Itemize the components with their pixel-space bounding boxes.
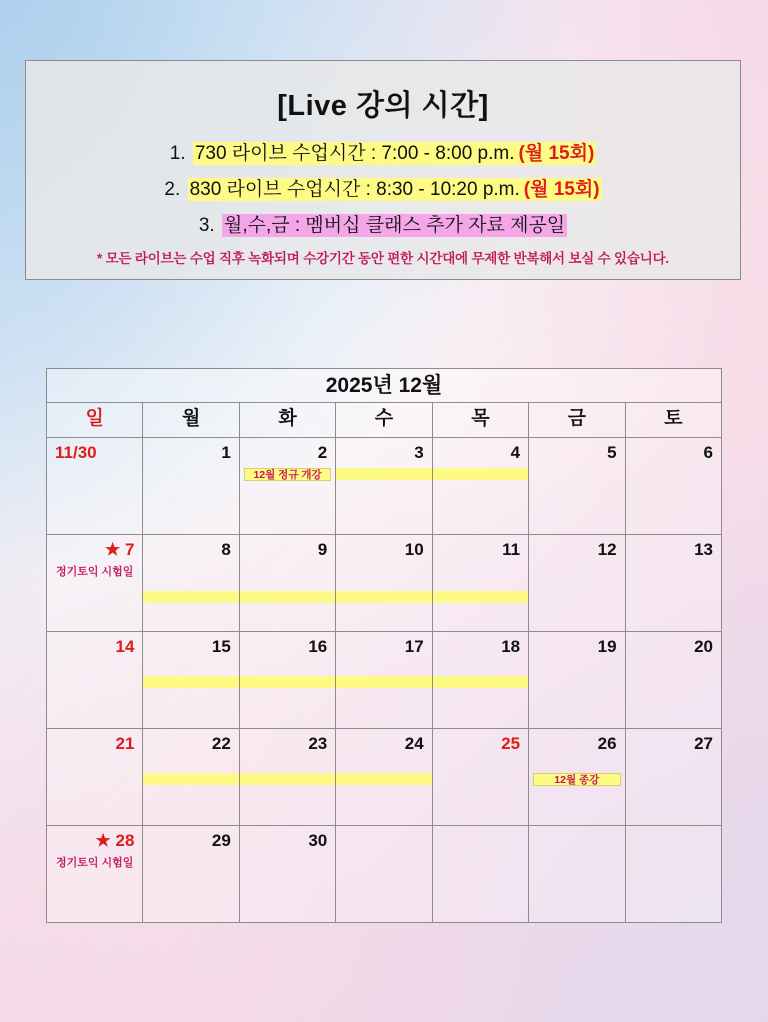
live-schedule-notice <box>25 60 741 280</box>
day-cell[interactable] <box>239 438 335 535</box>
day-number: 4 <box>510 443 521 462</box>
notice-list <box>44 138 722 237</box>
day-cell[interactable] <box>625 729 721 826</box>
event-sublabel: 정기토익 시험일 <box>55 566 134 578</box>
day-number: 21 <box>115 734 135 753</box>
event-tag: 12월 정규 개강 <box>244 468 331 481</box>
day-number: 8 <box>221 540 231 559</box>
day-number: 9 <box>317 540 328 559</box>
day-number: 17 <box>404 637 424 656</box>
day-cell[interactable] <box>143 826 239 923</box>
december-calendar <box>46 368 722 923</box>
day-cell[interactable] <box>432 632 528 729</box>
notice-item-1 <box>44 138 722 165</box>
day-cell[interactable] <box>432 729 528 826</box>
dow-mon: 월 <box>143 403 239 438</box>
class-bar <box>336 676 431 688</box>
day-cell[interactable] <box>336 729 432 826</box>
calendar-week-row <box>47 438 722 535</box>
day-cell[interactable] <box>47 535 143 632</box>
day-number: 2 <box>317 443 328 462</box>
dow-sun: 일 <box>47 403 143 438</box>
dow-sat: 토 <box>625 403 721 438</box>
day-number: 19 <box>597 637 617 656</box>
class-bar <box>433 468 528 480</box>
dow-tue: 화 <box>239 403 335 438</box>
event-tag: 12월 종강 <box>533 773 620 786</box>
day-number: 6 <box>703 443 713 462</box>
calendar-title-row <box>47 369 722 403</box>
notice-item-3-number: 3. <box>198 215 215 236</box>
day-cell[interactable] <box>529 438 625 535</box>
day-cell[interactable] <box>336 438 432 535</box>
day-cell[interactable] <box>625 826 721 923</box>
day-number: 24 <box>404 734 424 753</box>
day-cell[interactable] <box>529 729 625 826</box>
day-cell[interactable] <box>143 729 239 826</box>
event-sublabel: 정기토익 시험일 <box>55 857 134 869</box>
day-cell[interactable] <box>529 826 625 923</box>
day-number: 14 <box>115 637 135 656</box>
day-number: 20 <box>694 637 713 656</box>
day-cell[interactable] <box>143 535 239 632</box>
notice-item-2-text: 830 라이브 수업시간 : 8:30 - 10:20 p.m. <box>189 179 520 200</box>
day-cell[interactable] <box>47 438 143 535</box>
day-number-text: 7 <box>124 540 135 559</box>
day-number: 26 <box>597 734 617 753</box>
calendar-week-row <box>47 632 722 729</box>
notice-item-1-tail: (월 15회) <box>518 143 595 164</box>
notice-item-2-tail: (월 15회) <box>523 179 600 200</box>
dow-thu: 목 <box>432 403 528 438</box>
calendar-week-row <box>47 729 722 826</box>
day-number: 5 <box>607 443 617 462</box>
star-icon: ★ <box>95 831 111 850</box>
day-cell[interactable] <box>143 632 239 729</box>
day-number: 18 <box>501 637 521 656</box>
notice-item-1-number: 1. <box>169 143 186 164</box>
class-bar <box>240 591 335 603</box>
day-cell[interactable] <box>47 729 143 826</box>
calendar-week-row <box>47 535 722 632</box>
class-bar <box>143 591 238 603</box>
class-bar <box>336 468 431 480</box>
day-cell[interactable] <box>47 632 143 729</box>
notice-footnote: * 모든 라이브는 수업 직후 녹화되며 수강기간 동안 편한 시간대에 무제한 반복해서 보실 수 있습니다. <box>97 251 669 266</box>
day-cell[interactable] <box>529 632 625 729</box>
notice-item-3-text: 월,수,금 : 멤버십 클래스 추가 자료 제공일 <box>223 215 566 236</box>
dow-wed: 수 <box>336 403 432 438</box>
day-number: 30 <box>308 831 328 850</box>
day-cell[interactable] <box>432 438 528 535</box>
dow-fri: 금 <box>529 403 625 438</box>
day-cell[interactable] <box>625 632 721 729</box>
day-number: 15 <box>211 637 231 656</box>
class-bar <box>336 773 431 785</box>
day-cell[interactable] <box>432 535 528 632</box>
day-number: 29 <box>211 831 231 850</box>
day-cell[interactable] <box>239 826 335 923</box>
calendar-title: 2025년 12월 <box>47 369 722 403</box>
day-number <box>105 540 134 560</box>
class-bar <box>240 676 335 688</box>
notice-item-3 <box>44 210 722 237</box>
day-number-text: 28 <box>115 831 135 850</box>
day-cell[interactable] <box>143 438 239 535</box>
class-bar <box>433 591 528 603</box>
class-bar <box>433 676 528 688</box>
day-number: 3 <box>414 443 424 462</box>
day-number: 11 <box>502 540 521 559</box>
day-cell[interactable] <box>47 826 143 923</box>
notice-item-2 <box>44 174 722 201</box>
calendar-week-row <box>47 826 722 923</box>
class-bar <box>240 773 335 785</box>
day-cell[interactable] <box>336 632 432 729</box>
day-number: 25 <box>501 734 521 753</box>
day-number: 12 <box>597 540 617 559</box>
day-cell[interactable] <box>239 535 335 632</box>
calendar-dow-row <box>47 403 722 438</box>
star-icon: ★ <box>104 540 121 559</box>
day-number: 16 <box>308 637 328 656</box>
class-bar <box>143 676 238 688</box>
class-bar <box>143 773 238 785</box>
notice-item-2-number: 2. <box>164 179 181 200</box>
day-number: 10 <box>404 540 424 559</box>
day-cell[interactable] <box>432 826 528 923</box>
day-cell[interactable] <box>239 729 335 826</box>
day-cell[interactable] <box>625 535 721 632</box>
day-cell[interactable] <box>336 535 432 632</box>
notice-title: [Live 강의 시간] <box>277 90 489 122</box>
day-number: 22 <box>211 734 231 753</box>
day-cell[interactable] <box>336 826 432 923</box>
day-cell[interactable] <box>625 438 721 535</box>
day-number: 1 <box>221 443 231 462</box>
day-cell[interactable] <box>529 535 625 632</box>
day-cell[interactable] <box>239 632 335 729</box>
day-number: 27 <box>694 734 713 753</box>
day-number: 11/30 <box>55 443 97 462</box>
day-number: 13 <box>694 540 713 559</box>
class-bar <box>336 591 431 603</box>
day-number <box>96 831 135 851</box>
notice-item-1-text: 730 라이브 수업시간 : 7:00 - 8:00 p.m. <box>194 143 515 164</box>
day-number: 23 <box>308 734 328 753</box>
